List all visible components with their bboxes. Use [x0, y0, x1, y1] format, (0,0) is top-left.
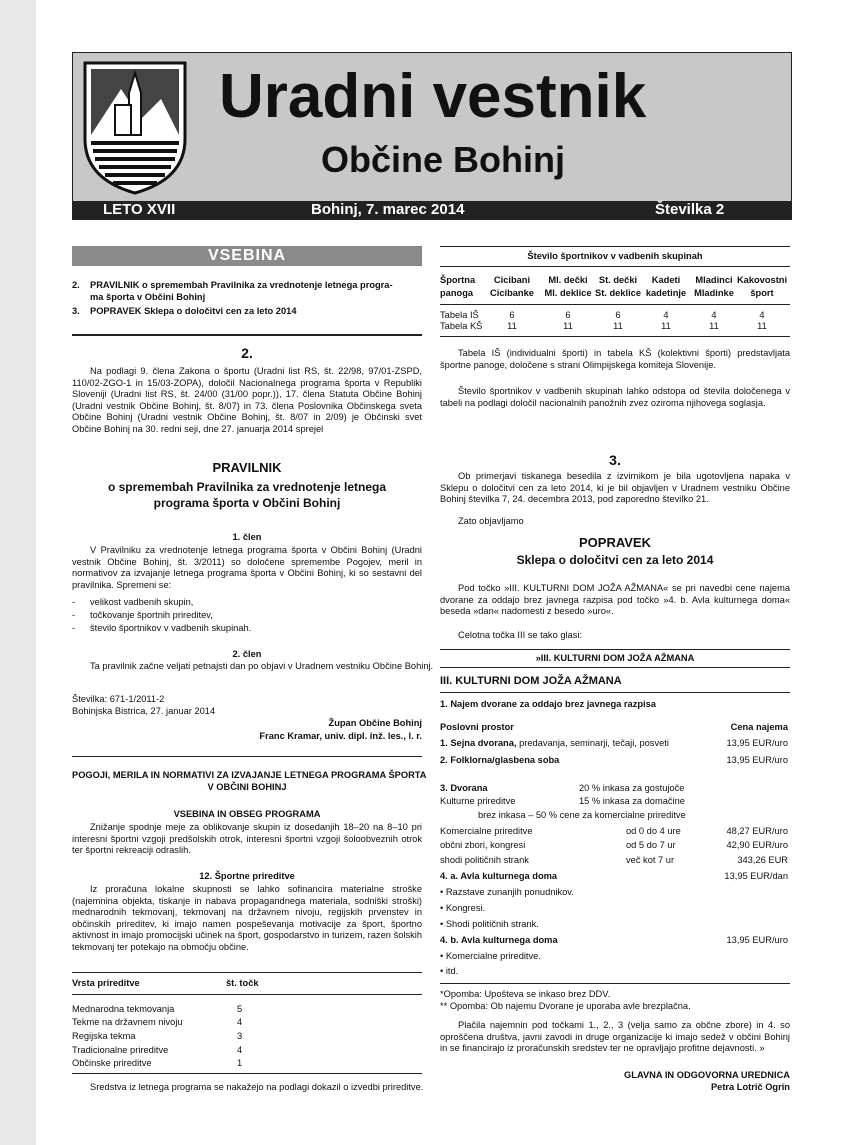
- table-cell: 4: [759, 310, 765, 320]
- table-row: Tabela KŠ: [440, 321, 483, 331]
- divider: [440, 983, 790, 984]
- mayor-name: Franc Kramar, univ. dipl. inž. les., l. r.: [259, 731, 422, 741]
- table-bottom-rule: [72, 1073, 422, 1074]
- pravilnik-title: PRAVILNIK: [212, 460, 282, 475]
- prireditve-heading: 12. Športne prireditve: [199, 871, 295, 881]
- price-row-3-note: 20 % inkasa za gostujoče: [579, 783, 685, 793]
- sport-table-header: Cicibani: [493, 275, 531, 285]
- events-table-header-type: Vrsta prireditve: [72, 978, 140, 988]
- divider: [440, 692, 790, 693]
- box-bottom-rule: [440, 667, 790, 668]
- table-cell: 11: [507, 321, 517, 331]
- sport-table-header: Kakovostni: [736, 275, 788, 285]
- sport-table-header: šport: [750, 288, 774, 298]
- price-row-5-price: 42,90 EUR/uro: [726, 840, 788, 850]
- document-place-date: Bohinjska Bistrica, 27. januar 2014: [72, 706, 216, 716]
- sport-table-header: Ml. dečki: [548, 275, 588, 285]
- obseg-text: Znižanje spodnje meje za oblikovanje skupin iz dosedanjih 18–20 na 8–10 pri interesni športni vzgoji predšolskih otrok, interesni športni vzgoji šoloobveznih otrok ter športni rekreaciji odraslih.: [72, 822, 422, 856]
- events-table-footnote: Sredstva iz letnega programa se nakažejo na podlagi dokazil o izvedbi prireditve.: [90, 1082, 424, 1092]
- price-row-1-name: 1. Sejna dvorana,: [440, 738, 517, 748]
- table-row: Regijska tekma: [72, 1031, 136, 1041]
- price-row-8-name: 4. b. Avla kulturnega doma: [440, 935, 558, 945]
- mayor-title: Župan Občine Bohinj: [328, 718, 422, 728]
- popravek-title: POPRAVEK: [579, 535, 651, 550]
- bullet-dash: -: [72, 597, 76, 607]
- bullet-dash: -: [72, 623, 76, 633]
- footnote-2: ** Opomba: Ob najemu Dvorane je uporaba avle brezplačna.: [440, 1001, 691, 1011]
- section-box-heading: »III. KULTURNI DOM JOŽA AŽMANA: [535, 653, 695, 663]
- price-row-6-price: 343,26 EUR: [737, 855, 788, 865]
- pravilnik-title-3: programa športa v Občini Bohinj: [153, 496, 341, 510]
- table-bottom-rule: [440, 336, 790, 337]
- price-row-4: Komercialne prireditve: [440, 826, 533, 836]
- contents-item-2[interactable]: POPRAVEK Sklepa o določitvi cen za leto 2014: [90, 306, 297, 316]
- table-top-rule: [440, 246, 790, 247]
- pogoji-heading-2: V OBČINI BOHINJ: [207, 782, 287, 792]
- table-cell: 4: [237, 1045, 243, 1055]
- zato-objavljamo: Zato objavljamo: [458, 516, 524, 526]
- najem-heading: 1. Najem dvorane za oddajo brez javnega razpisa: [440, 699, 656, 709]
- popravek-subtitle: Sklepa o določitvi cen za leto 2014: [516, 553, 714, 567]
- contents-item-1[interactable]: PRAVILNIK o spremembah Pravilnika za vrednotenje letnega progra-: [90, 280, 393, 290]
- price-row-2-price: 13,95 EUR/uro: [726, 755, 788, 765]
- list-item: • Kongresi.: [440, 903, 486, 913]
- section-2-number: 2.: [241, 345, 253, 361]
- pravilnik-title-2: o spremembah Pravilnika za vrednotenje letnega: [107, 480, 387, 494]
- sport-table-header: St. deklice: [595, 288, 641, 298]
- price-row-7-price: 13,95 EUR/dan: [724, 871, 788, 881]
- masthead: [72, 52, 792, 220]
- table-cell: 11: [661, 321, 671, 331]
- sport-table-header: Cicibanke: [490, 288, 534, 298]
- sport-table-header: Mladinci: [695, 275, 733, 285]
- popravek-text-2: Celotna točka III se tako glasi:: [458, 630, 583, 640]
- bohinj-crest-icon: [81, 59, 189, 197]
- price-col-price: Cena najema: [730, 722, 788, 732]
- table-cell: 4: [711, 310, 717, 320]
- sport-table-note-2: Število športnikov v vadbenih skupinah lahko odstopa od števila določenega v tabeli na podlagi določil nacionalnih panožnih zvez oziroma njihovega soglasja.: [440, 386, 790, 408]
- events-table-header-points: št. točk: [226, 978, 259, 988]
- year-label: LETO XVII: [103, 201, 176, 218]
- table-cell: 6: [509, 310, 515, 320]
- bullet-1: velikost vadbenih skupin,: [90, 597, 194, 607]
- price-row-3b: Kulturne prireditve: [440, 796, 516, 806]
- exemption-text: Plačila najemnin pod točkami 1., 2., 3 (velja samo za občne zbore) in 4. so oproščena društva, javni zavodi in druge organizacije ki imajo sedež v občini Bohinj in se financirajo iz proračunskih sredstev ter ne opravljajo profitne dejavnosti. »: [440, 1020, 790, 1054]
- table-top-rule: [72, 972, 422, 973]
- footnote-1: *Opomba: Upošteva se inkaso brez DDV.: [440, 989, 611, 999]
- table-cell: 4: [237, 1017, 243, 1027]
- price-row-2-name: 2. Folklorna/glasbena soba: [440, 755, 560, 765]
- newspaper-subtitle: Občine Bohinj: [321, 139, 566, 180]
- contents-num-1: 2.: [72, 280, 80, 290]
- table-cell: 11: [757, 321, 767, 331]
- table-row: Tabela IŠ: [440, 310, 479, 320]
- prireditve-text: Iz proračuna lokalne skupnosti se lahko sofinancira materialne stroške (najemnina objekta, tiskanje in nabava propagandnega materiala, sodniški stroški) mednarodnih tekmovanj, tekmovanj na državnem nivoju, regijskih prvenstev in občinskih prireditev, ki imajo namen pospeševanja motivacije za šport, športno aktivnost in imajo promocijski učinek na šport, gospodarstvo in turizem, razen šolskih tekmovanj ter potekajo na območju občine.: [72, 884, 422, 952]
- table-cell: 5: [237, 1004, 243, 1014]
- kulturni-dom-heading: III. KULTURNI DOM JOŽA AŽMANA: [440, 675, 622, 687]
- price-row-6-time: več kot 7 ur: [626, 855, 675, 865]
- bullet-dash: -: [72, 610, 76, 620]
- contents-num-2: 3.: [72, 306, 80, 316]
- table-row: Občinske prireditve: [72, 1058, 152, 1068]
- price-row-1: [440, 738, 669, 750]
- pogoji-heading: POGOJI, MERILA IN NORMATIVI ZA IZVAJANJE LETNEGA PROGRAMA ŠPORTA: [72, 770, 427, 780]
- sport-table-title: Število športnikov v vadbenih skupinah: [527, 251, 703, 261]
- clen-1-heading: 1. člen: [232, 532, 262, 542]
- issue-number: Številka 2: [655, 201, 725, 218]
- table-cell: 3: [237, 1031, 243, 1041]
- price-col-space: Poslovni prostor: [440, 722, 514, 732]
- contents-item-1-cont[interactable]: ma športa v Občini Bohinj: [90, 292, 206, 302]
- table-cell: 11: [709, 321, 719, 331]
- obseg-heading: VSEBINA IN OBSEG PROGRAMA: [173, 809, 321, 819]
- popravek-text-1: Pod točko »III. KULTURNI DOM JOŽA AŽMANA« se pri navedbi cene najema dvorane za oddajo brez javnega razpisa pod točko »4. b. Avla kulturnega doma« beseda »dan« nadomesti z besedo »uro«.: [440, 583, 790, 617]
- price-row-3b-note: 15 % inkasa za domačine: [579, 796, 685, 806]
- price-row-5: občni zbori, kongresi: [440, 840, 526, 850]
- table-row: Tekme na državnem nivoju: [72, 1017, 183, 1027]
- table-cell: 1: [237, 1058, 243, 1068]
- sport-table-header: panoga: [440, 288, 474, 298]
- price-row-5-time: od 5 do 7 ur: [626, 840, 676, 850]
- sport-table-header: Kadeti: [651, 275, 681, 285]
- sport-table-header: Športna: [440, 275, 476, 285]
- table-header-rule: [440, 304, 790, 305]
- list-item: • itd.: [440, 966, 459, 976]
- sport-table-header: Ml. deklice: [544, 288, 592, 298]
- table-row: Tradicionalne prireditve: [72, 1045, 169, 1055]
- bullet-2: točkovanje športnih prireditev,: [90, 610, 213, 620]
- editor-name: Petra Lotrič Ogrin: [710, 1082, 790, 1092]
- section-3-intro: Ob primerjavi tiskanega besedila z izvirnikom je bila ugotovljena napaka v Sklepu o določitvi cen za leto 2014, ki je bil objavljen v Uradnem vestniku Občine Bohinj številka 7, 24. decembra 2013, pod zaporedno številko 21.: [440, 471, 790, 505]
- list-item: • Razstave zunanjih ponudnikov.: [440, 887, 574, 897]
- list-item: • Komercialne prireditve.: [440, 951, 541, 961]
- place-date: Bohinj, 7. marec 2014: [311, 201, 465, 218]
- price-row-3c: brez inkasa – 50 % cene za komercialne prireditve: [478, 810, 686, 820]
- masthead-bar: [73, 201, 791, 219]
- divider: [72, 756, 422, 757]
- sport-table-note-1: Tabela IŠ (individualni športi) in tabela KŠ (kolektivni športi) predstavljata športne panoge, določene s strani Olimpijskega komiteja Slovenije.: [440, 348, 790, 370]
- table-title-rule: [440, 266, 790, 267]
- table-cell: 11: [563, 321, 573, 331]
- sport-table-header: Mladinke: [694, 288, 734, 298]
- table-row: Mednarodna tekmovanja: [72, 1004, 175, 1014]
- box-top-rule: [440, 649, 790, 650]
- price-row-1-desc: predavanja, seminarji, tečaji, posveti: [516, 738, 669, 748]
- bullet-3: število športnikov v vadbenih skupinah.: [90, 623, 252, 633]
- document-number: Številka: 671-1/2011-2: [72, 694, 165, 704]
- section-3-number: 3.: [609, 452, 621, 468]
- list-item: • Shodi političnih strank.: [440, 919, 539, 929]
- table-cell: 6: [615, 310, 621, 320]
- table-cell: 11: [613, 321, 623, 331]
- divider: [72, 334, 422, 336]
- price-row-4-time: od 0 do 4 ure: [626, 826, 681, 836]
- price-row-4-price: 48,27 EUR/uro: [726, 826, 788, 836]
- price-row-8-price: 13,95 EUR/uro: [726, 935, 788, 945]
- newspaper-title: Uradni vestnik: [219, 62, 647, 131]
- table-header-rule: [72, 994, 422, 995]
- clen-2-text: Ta pravilnik začne veljati petnajsti dan po objavi v Uradnem vestniku Občine Bohinj.: [90, 661, 434, 671]
- section-2-intro: Na podlagi 9. člena Zakona o športu (Uradni list RS, št. 22/98, 97/01-ZSPD, 110/02-ZGO-1 in 15/03-ZOPA), določil Nacionalnega programa športa v Republiki Sloveniji (Uradni list RS, št. 24/00 (31/00 popr.)), 17. člena Statuta Občine Bohinj (Uradni vestnik Občine Bohinj, št. 8/07) in 73. člena Poslovnika Občinskega sveta Občine Bohinj (Uradni vestnik Občine Bohinj, št. 8/07 in 2/09) je Občinski svet Občine Bohinj na 30. redni seji, dne 27. januarja 2014 sprejel: [72, 366, 422, 434]
- price-row-7-name: 4. a. Avla kulturnega doma: [440, 871, 558, 881]
- price-row-3-name: 3. Dvorana: [440, 783, 488, 793]
- contents-heading: VSEBINA: [72, 246, 422, 266]
- table-cell: 6: [565, 310, 571, 320]
- clen-2-heading: 2. člen: [232, 649, 262, 659]
- table-cell: 4: [663, 310, 669, 320]
- price-row-6: shodi političnih strank: [440, 855, 529, 865]
- sport-table-header: kadetinje: [645, 288, 687, 298]
- clen-1-text: V Pravilniku za vrednotenje letnega programa športa v Občini Bohinj (Uradni vestnik Občine Bohinj, št. 3/2011) so določene spremembe Pogojev, meril in normativov za izvajanje letnega programa športa v Občini Bohinj, ki so sestavni del pravilnika. Spremeni se:: [72, 545, 422, 590]
- editor-title: GLAVNA IN ODGOVORNA UREDNICA: [624, 1070, 790, 1080]
- sport-table-header: St. dečki: [598, 275, 638, 285]
- price-row-1-price: 13,95 EUR/uro: [726, 738, 788, 748]
